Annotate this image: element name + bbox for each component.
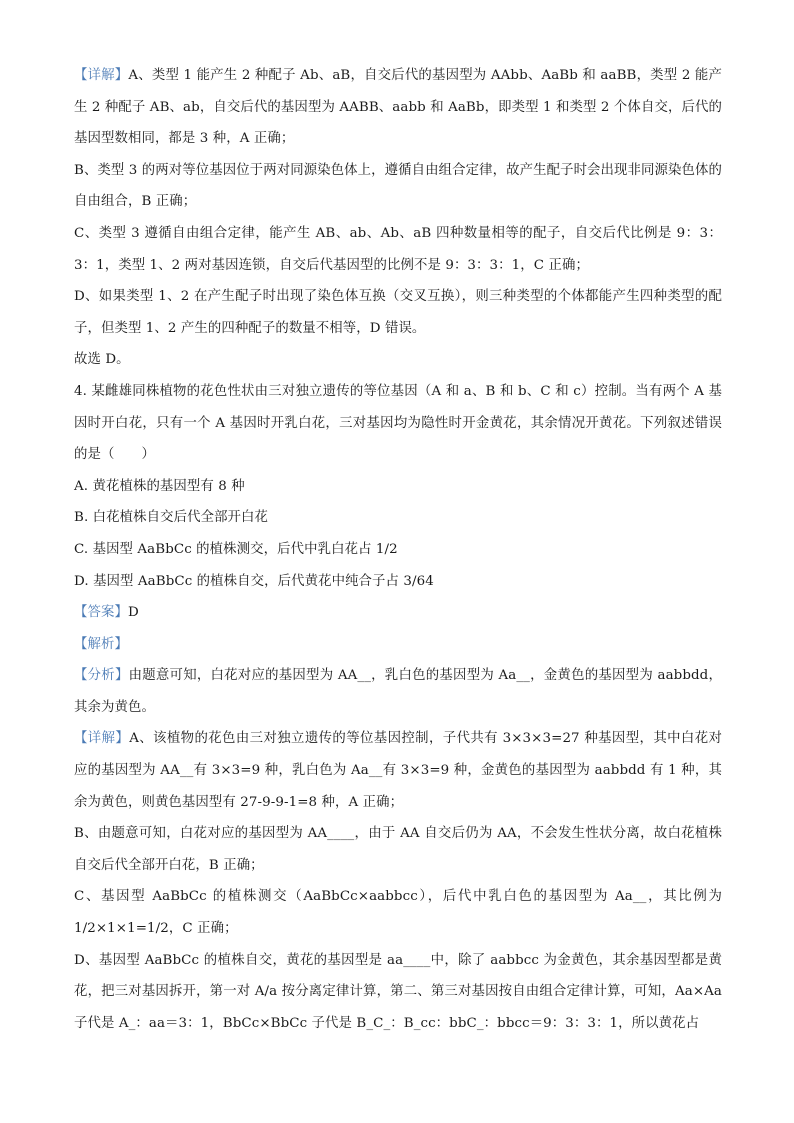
answer-tag: 【答案】: [74, 605, 128, 621]
detail-tag: 【详解】: [74, 731, 130, 747]
detail-paragraph: [74, 723, 722, 818]
option-c: C. 基因型 AaBbCc 的植株测交，后代中乳白花占 1/2: [74, 541, 398, 557]
prev-detail-b: B、类型 3 的两对等位基因位于两对同源染色体上，遵循自由组合定律，故产生配子时会出现非同源染色体的自由组合，B 正确；: [74, 162, 722, 210]
detail-b: B、由题意可知，白花对应的基因型为 AA____，由于 AA 自交后仍为 AA，不会发生性状分离，故白花植株自交后代全部开白花，B 正确；: [74, 826, 722, 873]
prev-conclusion: 故选 D。: [74, 352, 130, 368]
answer-value: D: [127, 605, 139, 621]
detail-c: C、基因型 AaBbCc 的植株测交（AaBbCc×aabbcc），后代中乳白色的基因型为 Aa__，其比例为 1/2×1×1=1/2，C 正确；: [74, 889, 722, 937]
prev-detail-paragraph: [74, 60, 722, 155]
detail-tag: 【详解】: [74, 68, 129, 83]
question-stem: 4. 某雌雄同株植物的花色性状由三对独立遗传的等位基因（A 和 a、B 和 b、C 和 c）控制。当有两个 A 基因时开白花，只有一个 A 基因时开乳白花，三对基因均为隐性时开金黄花，其余情况开黄花。下列叙述错误的是（ ）: [74, 383, 722, 463]
document-content: [74, 60, 722, 1039]
analysis-tag: 【分析】: [74, 668, 129, 684]
analysis-text: 由题意可知，白花对应的基因型为 AA__，乳白色的基因型为 Aa__，金黄色的基因型为 aabbdd，其余为黄色。: [74, 668, 722, 715]
analysis-paragraph: [74, 660, 722, 723]
option-a: A. 黄花植株的基因型有 8 种: [74, 478, 245, 494]
answer-line: [74, 597, 722, 629]
prev-detail-d: D、如果类型 1、2 在产生配子时出现了染色体互换（交叉互换），则三种类型的个体都能产生四种类型的配子，但类型 1、2 产生的四种配子的数量不相等，D 错误。: [74, 289, 722, 336]
prev-detail-c: C、类型 3 遵循自由组合定律，能产生 AB、ab、Ab、aB 四种数量相等的配子，自交后代比例是 9：3：3：1，类型 1、2 两对基因连锁，自交后代基因型的比例不是 9：3：3：1，C 正确；: [74, 225, 722, 273]
option-d: D. 基因型 AaBbCc 的植株自交，后代黄花中纯合子占 3/64: [74, 573, 434, 589]
detail-text: A、该植物的花色由三对独立遗传的等位基因控制，子代共有 3×3×3=27 种基因型，其中白花对应的基因型为 AA__有 3×3=9 种，乳白色为 Aa__有 3×3=9 种，金黄色的基因型为 aabbdd 有 1 种，其余为黄色，则黄色基因型有 27-9-9-1=8 种，A 正确；: [74, 731, 722, 810]
analysis-heading: 【解析】: [74, 636, 128, 652]
detail-text: A、类型 1 能产生 2 种配子 Ab、aB，自交后代的基因型为 AAbb、AaBb 和 aaBB，类型 2 能产生 2 种配子 AB、ab，自交后代的基因型为 AABB、aabb 和 AaBb，即类型 1 和类型 2 个体自交，后代的基因型数相同，都是 3 种，A 正确；: [74, 68, 722, 147]
option-b: B. 白花植株自交后代全部开白花: [74, 510, 269, 526]
detail-d: D、基因型 AaBbCc 的植株自交，黄花的基因型是 aa____中，除了 aabbcc 为金黄色，其余基因型都是黄花，把三对基因拆开，第一对 A/a 按分离定律计算，第二、第三对基因按自由组合定律计算，可知，Aa×Aa 子代是 A_：aa＝3：1，BbCc×BbCc 子代是 B_C_：B_cc：bbC_：bbcc＝9：3：3：1，所以黄花占: [74, 952, 722, 1031]
